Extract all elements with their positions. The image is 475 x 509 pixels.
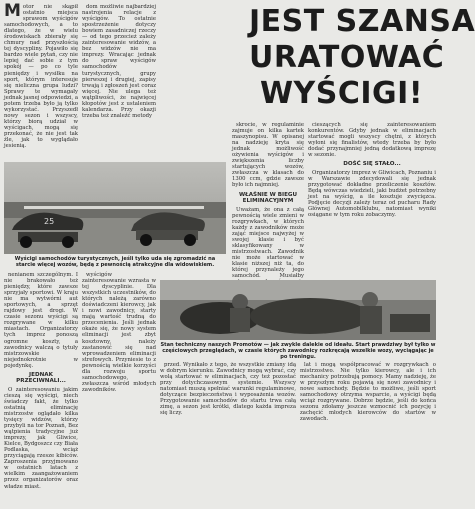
article-text: otor nie skąpił ostatnio miejsca sprawom wyścigów samochodowych, a to dlatego, że w wielu środowiskach zbierały się chmury nad przyszłością tej dyscypliny. Pojawiło się bardzo wiele pytań, czy nie lepiej dać sobie z tym spokój — po co tyle pieniędzy i wysiłku na sport, którym interesuje się nieliczna grupa ludzi? Sprawy te wymagały jednak jasnej odpowiedzi, a potem trzeba było ją tylko wykorzystać. Przyszedł nowy sezon i wszyscy, którzy biorą udział w wyścigach, mogą się przekonać, że nie jest tak źle, jak to wyglądało jesienią. bbox=[4, 4, 78, 150]
article-text: Uważam, że ona z całą pewnością wiele zmieni w rozgrywkach, w których każdy z zawodników może zająć miejsce najwyżej w swojej klasie i być sklasyfikowany w mistrzostwach. Zawodnik nie może startować w klasie niższej niż ta, do której przynależy jego samochód. Musiałby bbox=[232, 206, 304, 280]
drop-cap: M bbox=[4, 1, 21, 21]
article-column-3-bottom bbox=[160, 362, 296, 505]
article-column-1-top bbox=[4, 1, 78, 159]
section-subhead: JEDNAK PRZECIWNALI... bbox=[16, 371, 66, 385]
article-text: wyścigów zainteresowanie wzrasta w tej dyscyplinie. Dla wszystkich uczestników, do których należą zarówno doświadczeni kierowcy, jak i nowi zawodnicy, starty mają wartość trudną do przecenienia. Jeśli jednak okaże się, że nowy system eliminacji jest zbyt kosztowny, należy zastanowić się nad wprowadzeniem eliminacji strefowych. Przyniesie to z pewnością wielkie korzyści dla rozwoju sportu samochodowego, zwłaszcza wśród młodych zawodników. bbox=[82, 272, 156, 393]
article-column-4-top bbox=[308, 122, 436, 282]
headline-line-3: WYŚCIGI! bbox=[259, 76, 424, 111]
article-text: O zainteresowaniu jakim cieszą się wyścigi, niech świadczy fakt, że tylko ostatnią eliminację mistrzostw oglądało kilka tysięcy widzów, którzy przybyli na tor Poznań, Bez wątpienia tradycyjne już imprezy, jak Gliwice, Kielce, Bydgoszcz czy Biała Podlaska, wciąż przyciągają rzesze kibiców. Zaproszenia przyjmowano w ostatnich latach z wielkim zaangażowaniem przez organizatorów oraz władze miast. bbox=[4, 386, 78, 490]
article-column-2-bottom bbox=[82, 272, 156, 505]
article-text: nenianem szczególnym. I nie brakowało też pieniędzy, które zawsze sprzyjały sportowi. W kraju nie ma wytwórni aut sportowych, a sprzęt rajdowy jest drogi. W czasie sezonu wyścigi są rozgrywane w kilku miastach. Organizatorzy tych imprez ponoszą ogromne koszty, a zawodnicy walczą o tytuły mistrzowskie niejednokrotnie w pojedynkę. bbox=[4, 272, 78, 369]
article-text: dom możliwie najbardziej nastrojenia relacje z wyścigów. To ostatnie spostrzeżenie dotyczy bowiem zasadniczej rzeczy — od tego przecież zależy zainteresowanie widzów, a bez widzów nie ma imprezy. Wracając jednak do spraw wyścigów samochodów turystycznych, grupy pierwszej i drugiej, zapisy trwają i zgłoszeń jest coraz więcej. Nie ulega też wątpliwości, że najwięcej kłopotów jest z ustaleniem kalendarza. Przy okazji trzeba też znaleźć metody bbox=[82, 4, 156, 119]
race-cars-photo-image bbox=[4, 162, 226, 254]
section-subhead: WŁAŚNIE W BIEGU ELIMINACYJNYM bbox=[238, 191, 298, 205]
section-subhead: DOŚĆ SIĘ STAŁO... bbox=[343, 161, 401, 168]
article-column-4-bottom bbox=[300, 362, 436, 505]
article-text: cieszących się zainteresowaniem konkurentów. Gdyby jednak w eliminacjach startować mogli wszyscy chętni, z których wyłoni się finalistów, wtedy trzeba by było dodać przynajmniej jedną dodatkową imprezę w sezonie. bbox=[308, 122, 436, 159]
headline-line-2: URATOWAĆ bbox=[249, 40, 445, 75]
article-text: Organizatorzy imprez w Gliwicach, Poznaniu i w Warszawie zdecydowali się jednak przygotować dokładne przeliczenie kosztów. Będą wówczas wiedzieli, jaki budżet potrzebny jest na wyścig, a ile kosztuje zwycięzca. Podjęcie decyzji zależy teraz od pucharu Rady Głównej Automobilklubu, natomiast wyniki osiągane w tym roku zobaczymy. bbox=[308, 169, 436, 219]
article-text: skrocie, w regulaminie zajmuje on kilka kartek maszynopisu. W opisanej na nadzieję kryta się jednak możliwość ożywienia wyścigów i zwiększenia liczby startujących wozów, zwłaszcza w klasach do 1300 ccm, gdzie zawsze było ich najmniej. bbox=[232, 122, 304, 189]
article-text: lat i mogą współpracować w rozgrywkach o mistrzostwo. Nie tylko kierowcy, ale i ich mechanicy potrzebują pomocy. Mamy nadzieję, że w przyszłym roku pojawią się nowi zawodnicy i nowe samochody. Będzie to możliwe, jeśli sport samochodowy otrzyma wsparcie, a wyścigi będą wciąż rozgrywane. Dobrze będzie, jeśli do końca sezonu zdołamy jeszcze wzmocnić ich pozycję i zachęcić młodych kierowców do startów w zawodach. bbox=[300, 362, 436, 423]
photo-caption-mechanics: Stan techniczny naszych Promotów — jak zwykle dalekie od ideału. Start prawdziwy był tylko w częściowych przeglądach, w czasie których zawodnicy rozkręcają wszelkie wozy, wyciągając je po treningu. bbox=[160, 342, 436, 360]
race-cars-photo bbox=[4, 162, 226, 254]
headline-line-1: JEST SZANSA bbox=[249, 4, 475, 39]
article-column-2-top bbox=[82, 4, 156, 159]
svg-text:25: 25 bbox=[44, 217, 55, 226]
mechanics-photo bbox=[160, 280, 436, 340]
article-column-3-top bbox=[232, 122, 304, 282]
article-column-1-bottom bbox=[4, 272, 78, 505]
photo-caption-cars: Wyścigi samochodów turystycznych, jeśli tylko uda się zgromadzić na starcie więcej wozów, będą z pewnością atrakcyjne dla widowiskiem. bbox=[14, 256, 216, 268]
article-text: przed. Wynikało z tego, że wszystkie zmiany idą w dobrym kierunku. Zawodnicy mogą wybrać, czy wolą startować w eliminacjach, czy też pozostać przy dotychczasowym systemie. Wszyscy natomiast muszą spełniać warunki regulaminowe, dotyczące bezpieczeństwa i wyposażenia wozów. Przygotowanie samochodów do startu trwa całą zimę, a sezon jest krótki, dlatego każda impreza się liczy. bbox=[160, 362, 296, 417]
headline bbox=[249, 4, 475, 112]
mechanics-photo-image bbox=[160, 280, 436, 340]
